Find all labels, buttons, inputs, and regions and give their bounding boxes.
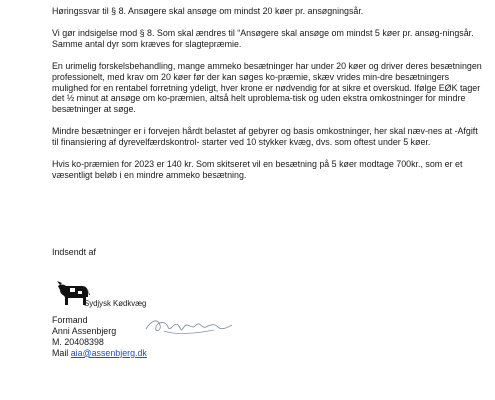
- paragraph-objection: Vi gør indsigelse mod § 8. Som skal ændres til “Ansøgere skal ansøge om mindst 5 køer pr. ansøg-ningsår. Samme antal dyr som kræves for slagtepræmie.: [52, 27, 474, 49]
- logo-text: Sydjysk Kødkvæg: [84, 299, 147, 308]
- signature-block: [52, 247, 352, 358]
- paragraph-example: Hvis ko-præmien for 2023 er 140 kr. Som skitseret vil en besætning på 5 køer modtage 700kr., som er et væsentligt beløb i en mindre ammeko besætning.: [52, 159, 463, 180]
- letter-body: [52, 6, 484, 192]
- organization-logo: [52, 277, 252, 313]
- phone-line: M. 20408398: [52, 336, 104, 347]
- mail-link[interactable]: aia@assenbjerg.dk: [70, 347, 147, 358]
- mail-label: Mail: [52, 347, 69, 358]
- closing-text: Indsendt af: [52, 247, 96, 257]
- paragraph-subject: Høringssvar til § 8. Ansøgere skal ansøge om mindst 20 køer pr. ansøgningsår.: [52, 6, 364, 16]
- role-line: Formand: [52, 315, 88, 325]
- paragraph-costs: Mindre besætninger er i forvejen hårdt belastet af gebyrer og basis omkostninger, her skal næv-nes at -Afgift til finansiering af dyrevelfærdskontrol- starter ved 10 stykker kvæg, dvs. som oftest under 5 køer.: [52, 126, 478, 148]
- contact-lines: [52, 315, 147, 359]
- mail-line: [52, 348, 147, 359]
- name-line: Anni Assenbjerg: [52, 325, 117, 336]
- handwritten-signature: [144, 315, 234, 337]
- paragraph-discrimination: En urimelig forskelsbehandling, mange ammeko besætninger har under 20 køer og driver deres besætningen professionelt, med krav om 20 køer før der kan søges ko-præmie, skæv vrides min-dre besætningers mulighed for en rentabel forretning ydeligt, hver krone er nødvendig for at sikre et overskud. Ifølge EØK tager det ½ minut at ansøge om ko-præmien, altså helt uproblema-tisk og uden ekstra omkostninger for mindre besætninger at søge.: [52, 60, 482, 115]
